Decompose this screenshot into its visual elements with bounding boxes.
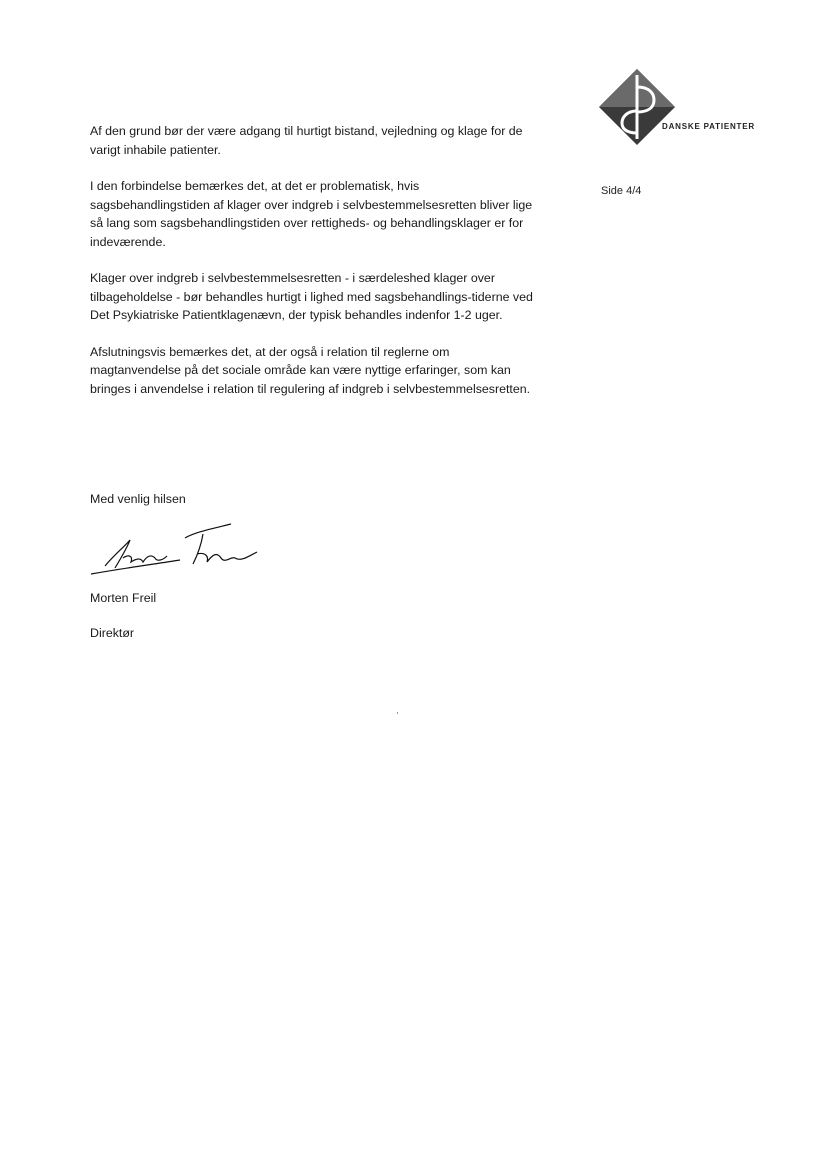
- scan-speck: [397, 712, 398, 714]
- paragraph-2: I den forbindelse bemærkes det, at det er problematisk, hvis sagsbehandlingstiden af klager over indgreb i selvbestemmelsesretten bliver lige så lang som sagsbehandlingstiden over rettigheds- og behandlingsklager er for indeværende.: [90, 179, 533, 249]
- logo-wordmark: DANSKE PATIENTER: [662, 122, 755, 131]
- danske-patienter-logo: [597, 67, 757, 147]
- dp-logo-icon: [597, 67, 677, 147]
- signer-name: Morten Freil: [90, 591, 157, 605]
- paragraph-4: Afslutningsvis bemærkes det, at der også i relation til reglerne om magtanvendelse på det sociale område kan være nyttige erfaringer, som kan bringes i anvendelse i relation til regulering af indgreb i selvbestemmelsesretten.: [90, 344, 531, 396]
- paragraph-3: Klager over indgreb i selvbestemmelsesretten - i særdeleshed klager over tilbageholdelse - bør behandles hurtigt i lighed med sagsbehandlings-tiderne ved Det Psykiatriske Patientklagenævn, der typisk behandles indenfor 1-2 uger.: [90, 271, 533, 322]
- paragraph-1: Af den grund bør der være adgang til hurtigt bistand, vejledning og klage for de varigt inhabile patienter.: [90, 124, 523, 157]
- handwritten-signature: [85, 518, 275, 578]
- closing-greeting: Med venlig hilsen: [90, 492, 186, 506]
- letter-body: [90, 122, 535, 416]
- page-number: Side 4/4: [601, 185, 642, 197]
- signer-title: Direktør: [90, 626, 135, 640]
